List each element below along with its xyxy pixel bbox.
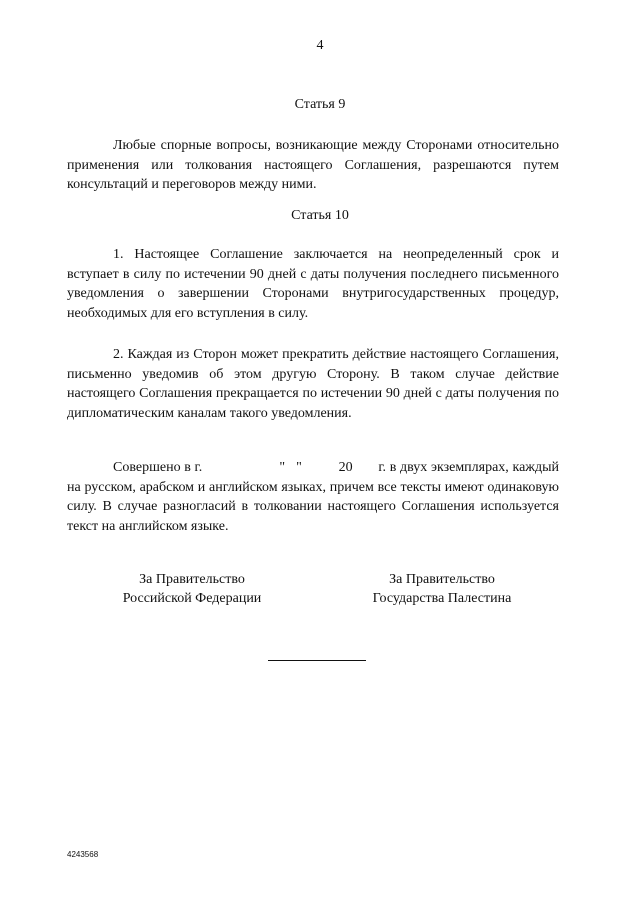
article-10-title: Статья 10 xyxy=(291,208,349,223)
separator-rule xyxy=(268,660,366,661)
signature-palestine-line-1: За Правительство xyxy=(389,572,495,587)
signature-russia-line-2: Российской Федерации xyxy=(122,591,262,606)
document-code: 4243568 xyxy=(67,850,99,859)
signature-russia xyxy=(72,570,312,608)
article-10-paragraph-2: 2. Каждая из Сторон может прекратить действие настоящего Соглашения, письменно уведомив об этом другую Сторону. В таком случае действие настоящего Соглашения прекращается по истечении 90 дней с даты получения по дипломатическим каналам такого уведомления. xyxy=(67,347,559,421)
closing-block xyxy=(67,458,559,536)
closing-first-line: Совершено в г. " " 20 г. в двух экземплярах, xyxy=(113,460,509,475)
page-number: 4 xyxy=(316,38,324,53)
closing-rest: каждый на русском, арабском и английском языках, причем все тексты имеют одинаковую силу. В случае разногласий в толковании настоящего Соглашения используется текст на английском языке. xyxy=(67,460,559,534)
signature-russia-line-1: За Правительство xyxy=(139,572,245,587)
signature-palestine xyxy=(322,570,562,608)
article-10-paragraph-1: 1. Настоящее Соглашение заключается на неопределенный срок и вступает в силу по истечении 90 дней с даты получения последнего письменного уведомления о завершении Сторонами внутригосударственных процедур, необходимых для его вступления в силу. xyxy=(67,247,559,321)
article-9-paragraph: Любые спорные вопросы, возникающие между Сторонами относительно применения или толкования настоящего Соглашения, разрешаются путем консультаций и переговоров между ними. xyxy=(67,138,559,193)
article-9-title: Статья 9 xyxy=(294,97,346,112)
signature-palestine-line-2: Государства Палестина xyxy=(372,591,512,606)
